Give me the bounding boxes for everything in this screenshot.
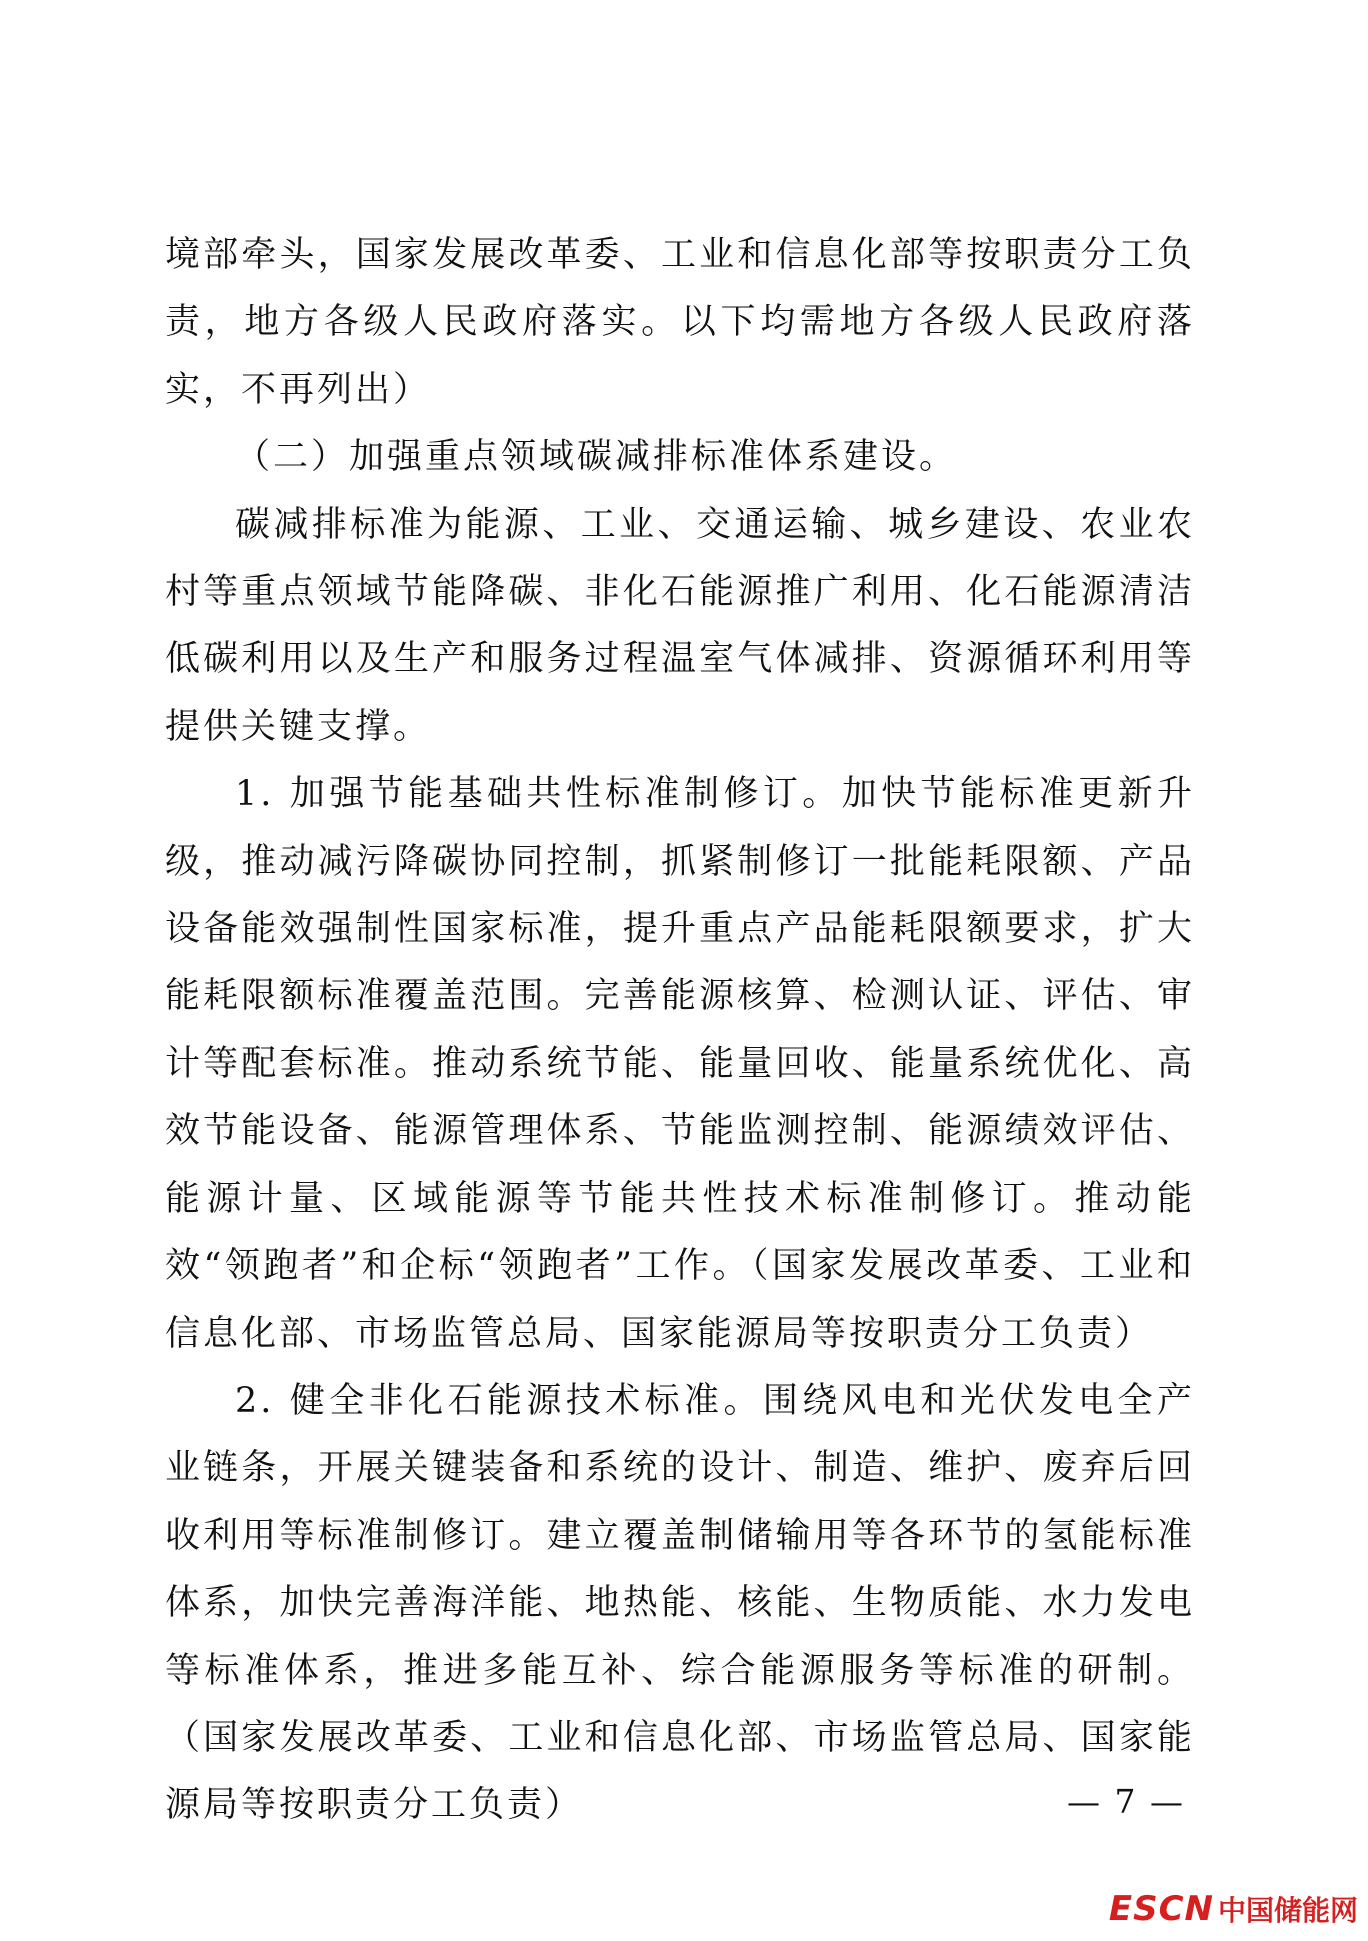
escn-watermark-logo (1109, 1887, 1358, 1931)
watermark-cn: 中国储能网 (1217, 1894, 1358, 1927)
paragraph-continued: 境部牵头，国家发展改革委、工业和信息化部等按职责分工负责，地方各级人民政府落实。以下均需地方各级人民政府落实，不再列出） (165, 235, 1195, 410)
watermark-latin: ESCN (1108, 1889, 1214, 1929)
page-number: — 7 — (1067, 1782, 1185, 1821)
document-body (165, 222, 1195, 1840)
paragraph-item-1: 1. 加强节能基础共性标准制修订。加快节能标准更新升级，推动减污降碳协同控制，抓紧制修订一批能耗限额、产品设备能效强制性国家标准，提升重点产品能耗限额要求，扩大能耗限额标准覆盖范围。完善能源核算、检测认证、评估、审计等配套标准。推动系统节能、能量回收、能量系统优化、高效节能设备、能源管理体系、节能监测控制、能源绩效评估、能源计量、区域能源等节能共性技术标准制修订。推动能效“领跑者”和企标“领跑者”工作。（国家发展改革委、工业和信息化部、市场监管总局、国家能源局等按职责分工负责） (165, 774, 1195, 1354)
section-heading: （二）加强重点领域碳减排标准体系建设。 (235, 437, 958, 478)
paragraph-item-2: 2. 健全非化石能源技术标准。围绕风电和光伏发电全产业链条，开展关键装备和系统的设计、制造、维护、废弃后回收利用等标准制修订。建立覆盖制储输用等各环节的氢能标准体系，加快完善海洋能、地热能、核能、生物质能、水力发电等标准体系，推进多能互补、综合能源服务等标准的研制。（国家发展改革委、工业和信息化部、市场监管总局、国家能源局等按职责分工负责） (165, 1380, 1195, 1826)
paragraph-intro: 碳减排标准为能源、工业、交通运输、城乡建设、农业农村等重点领域节能降碳、非化石能源推广利用、化石能源清洁低碳利用以及生产和服务过程温室气体减排、资源循环利用等提供关键支撑。 (165, 504, 1195, 747)
